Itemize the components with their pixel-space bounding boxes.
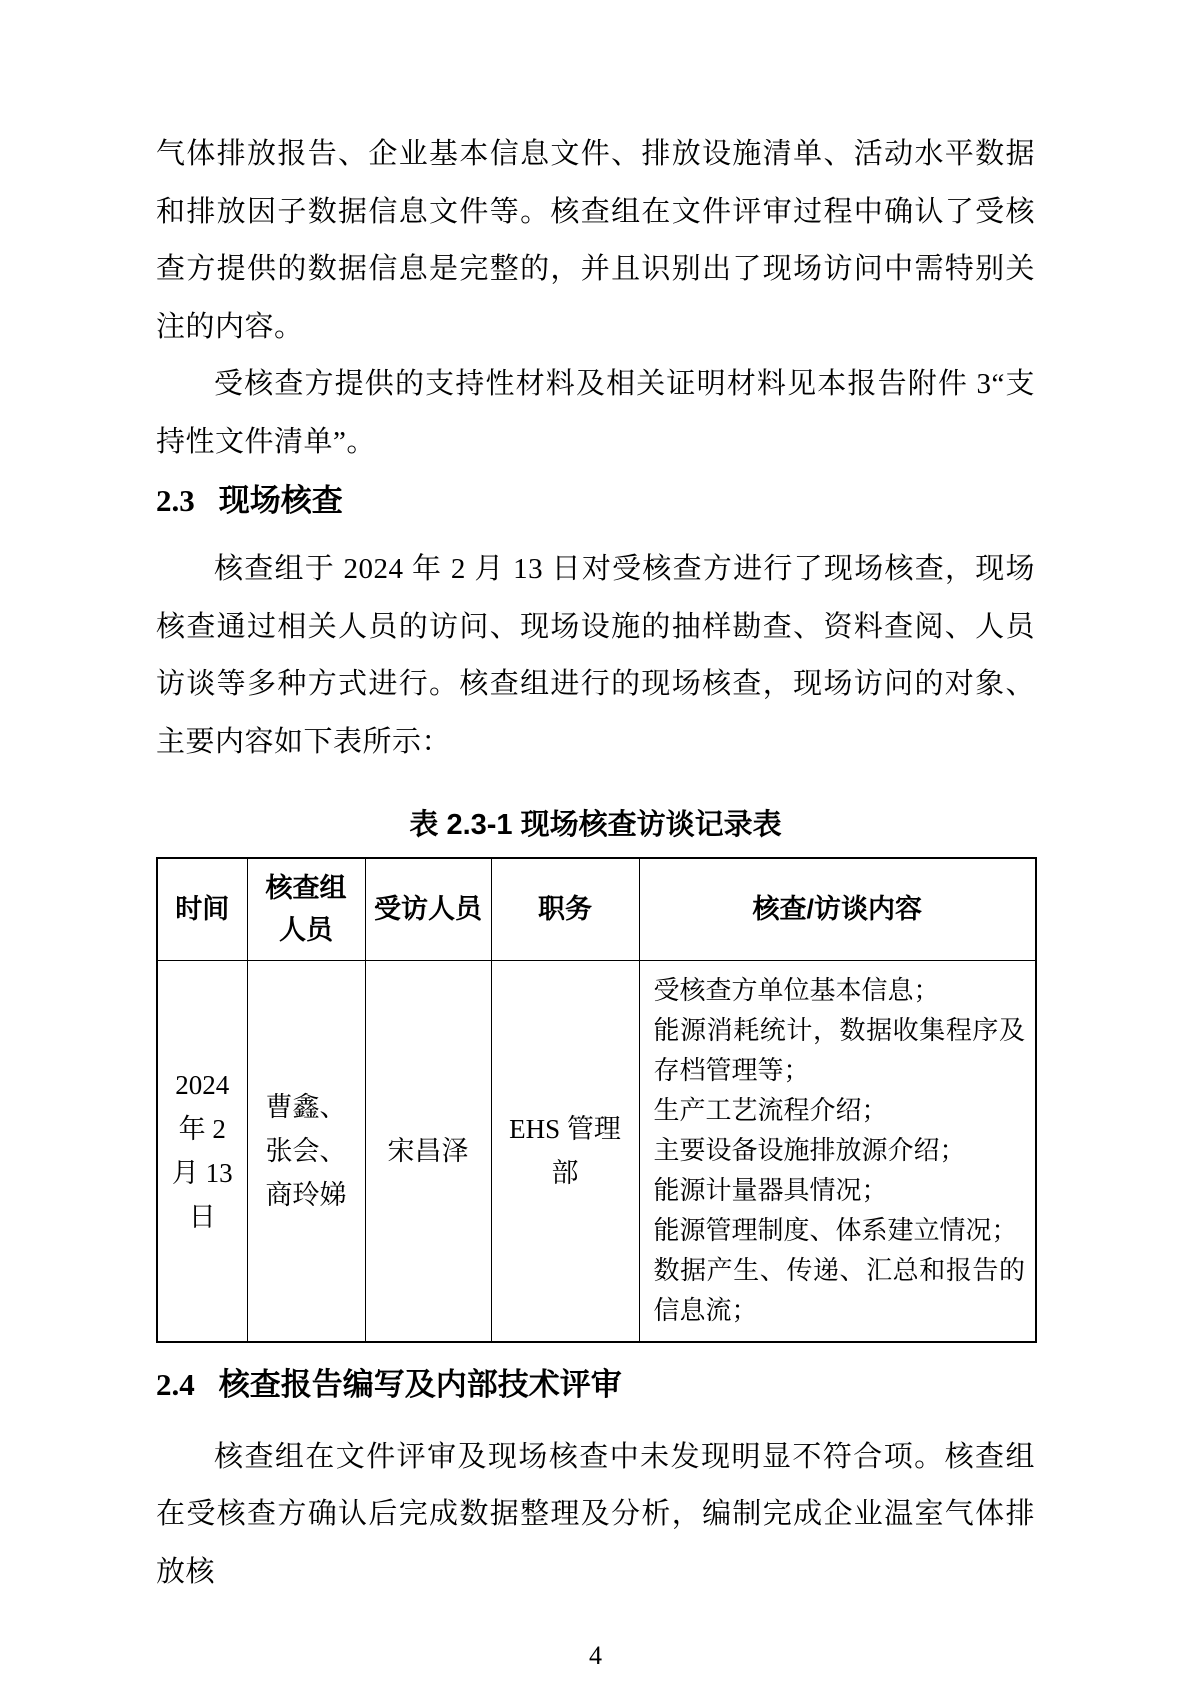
section-number-2-4: 2.4	[156, 1366, 195, 1402]
content-line: 生产工艺流程介绍；	[653, 1095, 888, 1125]
paragraph-onsite-verification: 核查组于 2024 年 2 月 13 日对受核查方进行了现场核查，现场核查通过相关人员的访问、现场设施的抽样勘查、资料查阅、人员访谈等多种方式进行。核查组进行的现场核查，现场访问的对象、主要内容如下表所示：	[156, 553, 1035, 758]
cell-time: 2024 年 2 月 13 日	[157, 960, 247, 1342]
content-line: 能源计量器具情况；	[653, 1175, 888, 1205]
paragraph-document-review: 气体排放报告、企业基本信息文件、排放设施清单、活动水平数据和排放因子数据信息文件等。核查组在文件评审过程中确认了受核查方提供的数据信息是完整的，并且识别出了现场访问中需特别关注的内容。	[156, 138, 1035, 343]
section-title-2-4: 核查报告编写及内部技术评审	[218, 1366, 622, 1402]
content-line: 受核查方单位基本信息；	[653, 975, 940, 1005]
content-line: 能源管理制度、体系建立情况；	[653, 1215, 1018, 1245]
header-cell-time: 时间	[157, 858, 247, 960]
section-heading-2-3	[156, 481, 1035, 521]
table-row	[157, 960, 1036, 1342]
content-line: 主要设备设施排放源介绍；	[653, 1135, 966, 1165]
section-number-2-3: 2.3	[156, 483, 195, 518]
section-heading-2-4	[156, 1365, 1035, 1405]
cell-content	[639, 960, 1036, 1342]
cell-team: 曹鑫、张会、商玲娣	[247, 960, 365, 1342]
header-cell-team: 核查组人员	[247, 858, 365, 960]
paragraph-supporting-materials: 受核查方提供的支持性材料及相关证明材料见本报告附件 3“支持性文件清单”。	[156, 368, 1035, 458]
header-cell-content: 核查/访谈内容	[639, 858, 1036, 960]
interview-record-table	[156, 857, 1037, 1343]
header-cell-position: 职务	[491, 858, 639, 960]
header-cell-interviewee: 受访人员	[365, 858, 491, 960]
section-title-2-3: 现场核查	[218, 483, 343, 518]
page-number: 4	[589, 1641, 602, 1670]
table-caption: 表 2.3-1 现场核查访谈记录表	[409, 809, 782, 841]
cell-interviewee: 宋昌泽	[365, 960, 491, 1342]
cell-position: EHS 管理部	[491, 960, 639, 1342]
content-line: 能源消耗统计，数据收集程序及存档管理等；	[653, 1015, 1025, 1085]
content-line: 数据产生、传递、汇总和报告的信息流；	[653, 1255, 1025, 1325]
paragraph-report-writing: 核查组在文件评审及现场核查中未发现明显不符合项。核查组在受核查方确认后完成数据整理及分析，编制完成企业温室气体排放核	[156, 1440, 1035, 1588]
table-header-row	[157, 858, 1036, 960]
